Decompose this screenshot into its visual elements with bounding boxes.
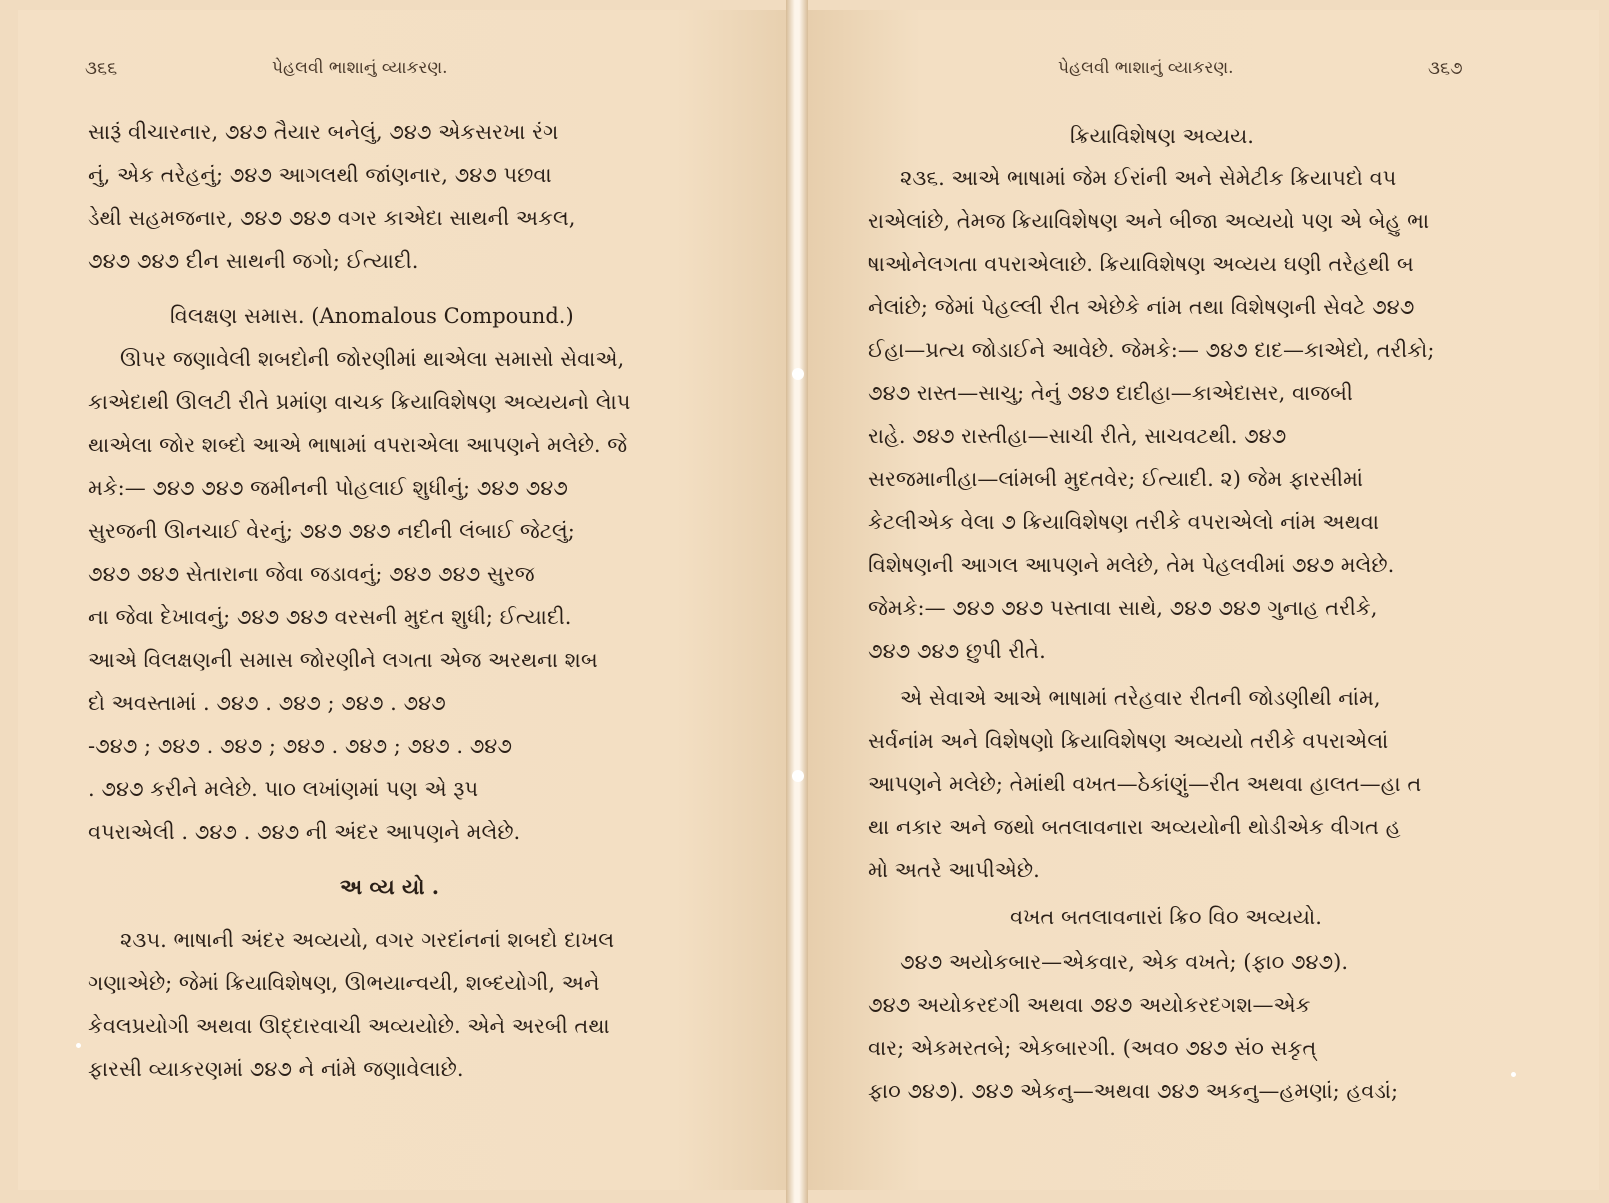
right-text-line: રાએલાંછે, તેમજ ક્રિયાવિશેષણ અને બીજા અવ્યયો પણ એ બેહુ ભા bbox=[868, 209, 1430, 233]
right-text-line: ૨૩૬. આએ ભાષામાં જેમ ઈરાંની અને સેમેટીક ક્રિયાપદો વપ bbox=[900, 166, 1397, 190]
right-text-line: ઈહા—પ્રત્ય જોડાઈને આવેછે. જેમકે:— ૭૪૭ દાદ—કાએદો, તરીકો; bbox=[868, 338, 1435, 362]
left-section-heading: વિલક્ષણ સમાસ. (Anomalous Compound.) bbox=[170, 304, 574, 328]
right-section-heading: ક્રિયાવિશેષણ અવ્યય. bbox=[1070, 124, 1254, 148]
right-text-line: આપણને મલેછે; તેમાંથી વખત—ઠેકાંણું—રીત અથવા હાલત—હા ત bbox=[868, 772, 1422, 796]
left-text-line: કેવલપ્રયોગી અથવા ઊદ્દારવાચી અવ્યયોછે. એને અરબી તથા bbox=[88, 1014, 610, 1038]
left-text-line: ફારસી વ્યાકરણમાં ૭૪૭ ને નાંમે જણાવેલાછે. bbox=[88, 1057, 464, 1081]
left-text-line: નું, એક તરેહનું; ૭૪૭ આગલથી જાંણનાર, ૭૪૭ પછવા bbox=[88, 163, 552, 187]
right-section-heading: વખત બતલાવનારાં ક્રિ૦ વિ૦ અવ્યયો. bbox=[1010, 905, 1322, 929]
right-text-line: ફા૦ ૭૪૭). ૭૪૭ એકનુ—અથવા ૭૪૭ અકનુ—હમણાં; હવડાં; bbox=[868, 1079, 1399, 1103]
right-text-line: ૭૪૭ અયોકરદગી અથવા ૭૪૭ અયોકરદગશ—એક bbox=[868, 993, 1311, 1017]
left-page-number: ૩૬૬ bbox=[85, 58, 118, 79]
left-text-line: ૭૪૭ ૭૪૭ સેતારાના જેવા જડાવનું; ૭૪૭ ૭૪૭ સુરજ bbox=[88, 562, 535, 586]
right-text-line: સરજમાનીહા—લાંમબી મુદતવેર; ઈત્યાદી. ૨) જેમ ફારસીમાં bbox=[868, 467, 1363, 491]
left-text-line: ઊપર જણાવેલી શબદોની જોરણીમાં થાએલા સમાસો સેવાએ, bbox=[120, 347, 625, 371]
book-gutter bbox=[786, 0, 808, 1203]
right-text-line: ૭૪૭ રાસ્ત—સાચુ; તેનું ૭૪૭ દાદીહા—કાએદાસર, વાજબી bbox=[868, 381, 1353, 405]
right-text-line: એ સેવાએ આએ ભાષામાં તરેહવાર રીતની જોડણીથી નાંમ, bbox=[900, 686, 1381, 710]
right-text-line: વિશેષણની આગલ આપણને મલેછે, તેમ પેહલવીમાં ૭૪૭ મલેછે. bbox=[868, 553, 1395, 577]
left-running-head: પેહલવી ભાશાનું વ્યાકરણ. bbox=[272, 58, 448, 78]
left-text-line: આએ વિલક્ષણની સમાસ જોરણીને લગતા એજ અરથના શબ bbox=[88, 648, 598, 672]
paper-speck bbox=[76, 1043, 81, 1048]
right-text-line: રાહે. ૭૪૭ રાસ્તીહા—સાચી રીતે, સાચવટથી. ૭૪૭ bbox=[868, 424, 1287, 448]
left-text-line: . ૭૪૭ કરીને મલેછે. પા૦ લખાંણમાં પણ એ રૂપ bbox=[88, 777, 479, 801]
right-text-line: ષાઓનેલગતા વપરાએલાછે. ક્રિયાવિશેષણ અવ્યય ઘણી તરેહથી બ bbox=[868, 252, 1414, 276]
left-text-line: વપરાએલી . ૭૪૭ . ૭૪૭ ની અંદર આપણને મલેછે. bbox=[88, 820, 521, 844]
left-text-line: કાએદાથી ઊલટી રીતે પ્રમાંણ વાચક ક્રિયાવિશેષણ અવ્યયનો લેાપ bbox=[88, 390, 631, 414]
left-text-line: ડેથી સહમજનાર, ૭૪૭ ૭૪૭ વગર કાએદા સાથની અકલ, bbox=[88, 206, 576, 230]
right-text-line: સર્વનાંમ અને વિશેષણો ક્રિયાવિશેષણ અવ્યયો તરીકે વપરાએલાં bbox=[868, 729, 1389, 753]
left-section-heading: અ વ્ય યો . bbox=[340, 874, 440, 899]
right-text-line: વાર; એકમરતબે; એકબારગી. (અવ૦ ૭૪૭ સં૦ સકૃત્ bbox=[868, 1036, 1317, 1060]
right-text-line: નેલાંછે; જેમાં પેહલ્લી રીત એછેકે નાંમ તથા વિશેષણની સેવટે ૭૪૭ bbox=[868, 295, 1415, 319]
left-text-line: મકે:— ૭૪૭ ૭૪૭ જમીનની પોહલાઈ શુધીનું; ૭૪૭ ૭૪૭ bbox=[88, 476, 568, 500]
right-running-head: પેહલવી ભાશાનું વ્યાકરણ. bbox=[1058, 58, 1234, 78]
paper-speck bbox=[1511, 1072, 1516, 1077]
left-text-line: ના જેવા દેખાવનું; ૭૪૭ ૭૪૭ વરસની મુદત શુધી; ઈત્યાદી. bbox=[88, 605, 572, 629]
left-text-line: દો અવસ્તામાં . ૭૪૭ . ૭૪૭ ; ૭૪૭ . ૭૪૭ bbox=[88, 691, 446, 715]
right-text-line: થા નકાર અને જથો બતલાવનારા અવ્યયોની થોડીએક વીગત હ bbox=[868, 815, 1401, 839]
left-text-line: સારૂં વીચારનાર, ૭૪૭ તૈયાર બનેલું, ૭૪૭ એકસરખા રંગ bbox=[88, 120, 559, 144]
right-text-line: મો અતરે આપીએછે. bbox=[868, 858, 1040, 882]
right-text-line: ૭૪૭ ૭૪૭ છુપી રીતે. bbox=[868, 639, 1046, 663]
right-text-line: જેમકે:— ૭૪૭ ૭૪૭ પસ્તાવા સાથે, ૭૪૭ ૭૪૭ ગુનાહ તરીકે, bbox=[868, 596, 1378, 620]
binding-stitch bbox=[792, 770, 804, 782]
right-text-line: ૭૪૭ અયોકબાર—એકવાર, એક વખતે; (ફા૦ ૭૪૭). bbox=[900, 950, 1348, 974]
left-text-line: -૭૪૭ ; ૭૪૭ . ૭૪૭ ; ૭૪૭ . ૭૪૭ ; ૭૪૭ . ૭૪૭ bbox=[88, 734, 512, 758]
left-text-line: સુરજની ઊનચાઈ વેરનું; ૭૪૭ ૭૪૭ નદીની લંબાઈ જેટલું; bbox=[88, 519, 575, 543]
left-text-line: ગણાએછે; જેમાં ક્રિયાવિશેષણ, ઊભયાન્વયી, શબ્દયોગી, અને bbox=[88, 971, 600, 995]
binding-stitch bbox=[792, 368, 804, 380]
right-page-number: ૩૬૭ bbox=[1428, 58, 1463, 79]
left-text-line: ૨૩૫. ભાષાની અંદર અવ્યયો, વગર ગરદાંનનાં શબદો દાખલ bbox=[120, 928, 615, 952]
left-text-line: થાએલા જોર શબ્દો આએ ભાષામાં વપરાએલા આપણને મલેછે. જે bbox=[88, 433, 628, 457]
left-text-line: ૭૪૭ ૭૪૭ દીન સાથની જગો; ઈત્યાદી. bbox=[88, 249, 419, 273]
right-text-line: કેટલીએક વેલા ૭ ક્રિયાવિશેષણ તરીકે વપરાએલો નાંમ અથવા bbox=[868, 510, 1380, 534]
